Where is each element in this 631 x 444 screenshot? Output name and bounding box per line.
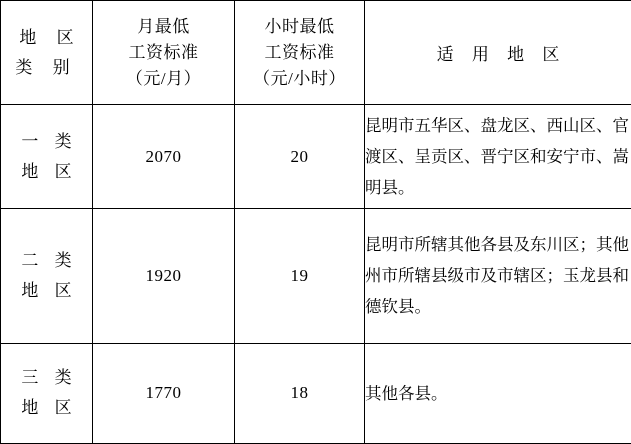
header-region-class: 地 区 类 别 bbox=[1, 1, 93, 105]
cell-category: 二 类 地 区 bbox=[1, 209, 93, 343]
header-hourly-standard: 小时最低 工资标准 （元/小时） bbox=[235, 1, 365, 105]
cell-monthly-wage: 2070 bbox=[93, 105, 235, 209]
cell-hourly-wage: 19 bbox=[235, 209, 365, 343]
cell-hourly-wage: 18 bbox=[235, 343, 365, 443]
cell-monthly-wage: 1920 bbox=[93, 209, 235, 343]
cell-applicable-areas: 昆明市五华区、盘龙区、西山区、官渡区、呈贡区、晋宁区和安宁市、嵩明县。 bbox=[365, 105, 631, 209]
header-applicable-areas: 适 用 地 区 bbox=[365, 1, 631, 105]
table-row bbox=[1, 343, 631, 443]
cell-monthly-wage: 1770 bbox=[93, 343, 235, 443]
cell-hourly-wage: 20 bbox=[235, 105, 365, 209]
cell-applicable-areas: 昆明市所辖其他各县及东川区；其他州市所辖县级市及市辖区；玉龙县和德钦县。 bbox=[365, 209, 631, 343]
table-row bbox=[1, 105, 631, 209]
table-header-row bbox=[1, 1, 631, 105]
cell-category: 三 类 地 区 bbox=[1, 343, 93, 443]
header-monthly-standard: 月最低 工资标准 （元/月） bbox=[93, 1, 235, 105]
table-row bbox=[1, 209, 631, 343]
cell-applicable-areas: 其他各县。 bbox=[365, 343, 631, 443]
cell-category: 一 类 地 区 bbox=[1, 105, 93, 209]
